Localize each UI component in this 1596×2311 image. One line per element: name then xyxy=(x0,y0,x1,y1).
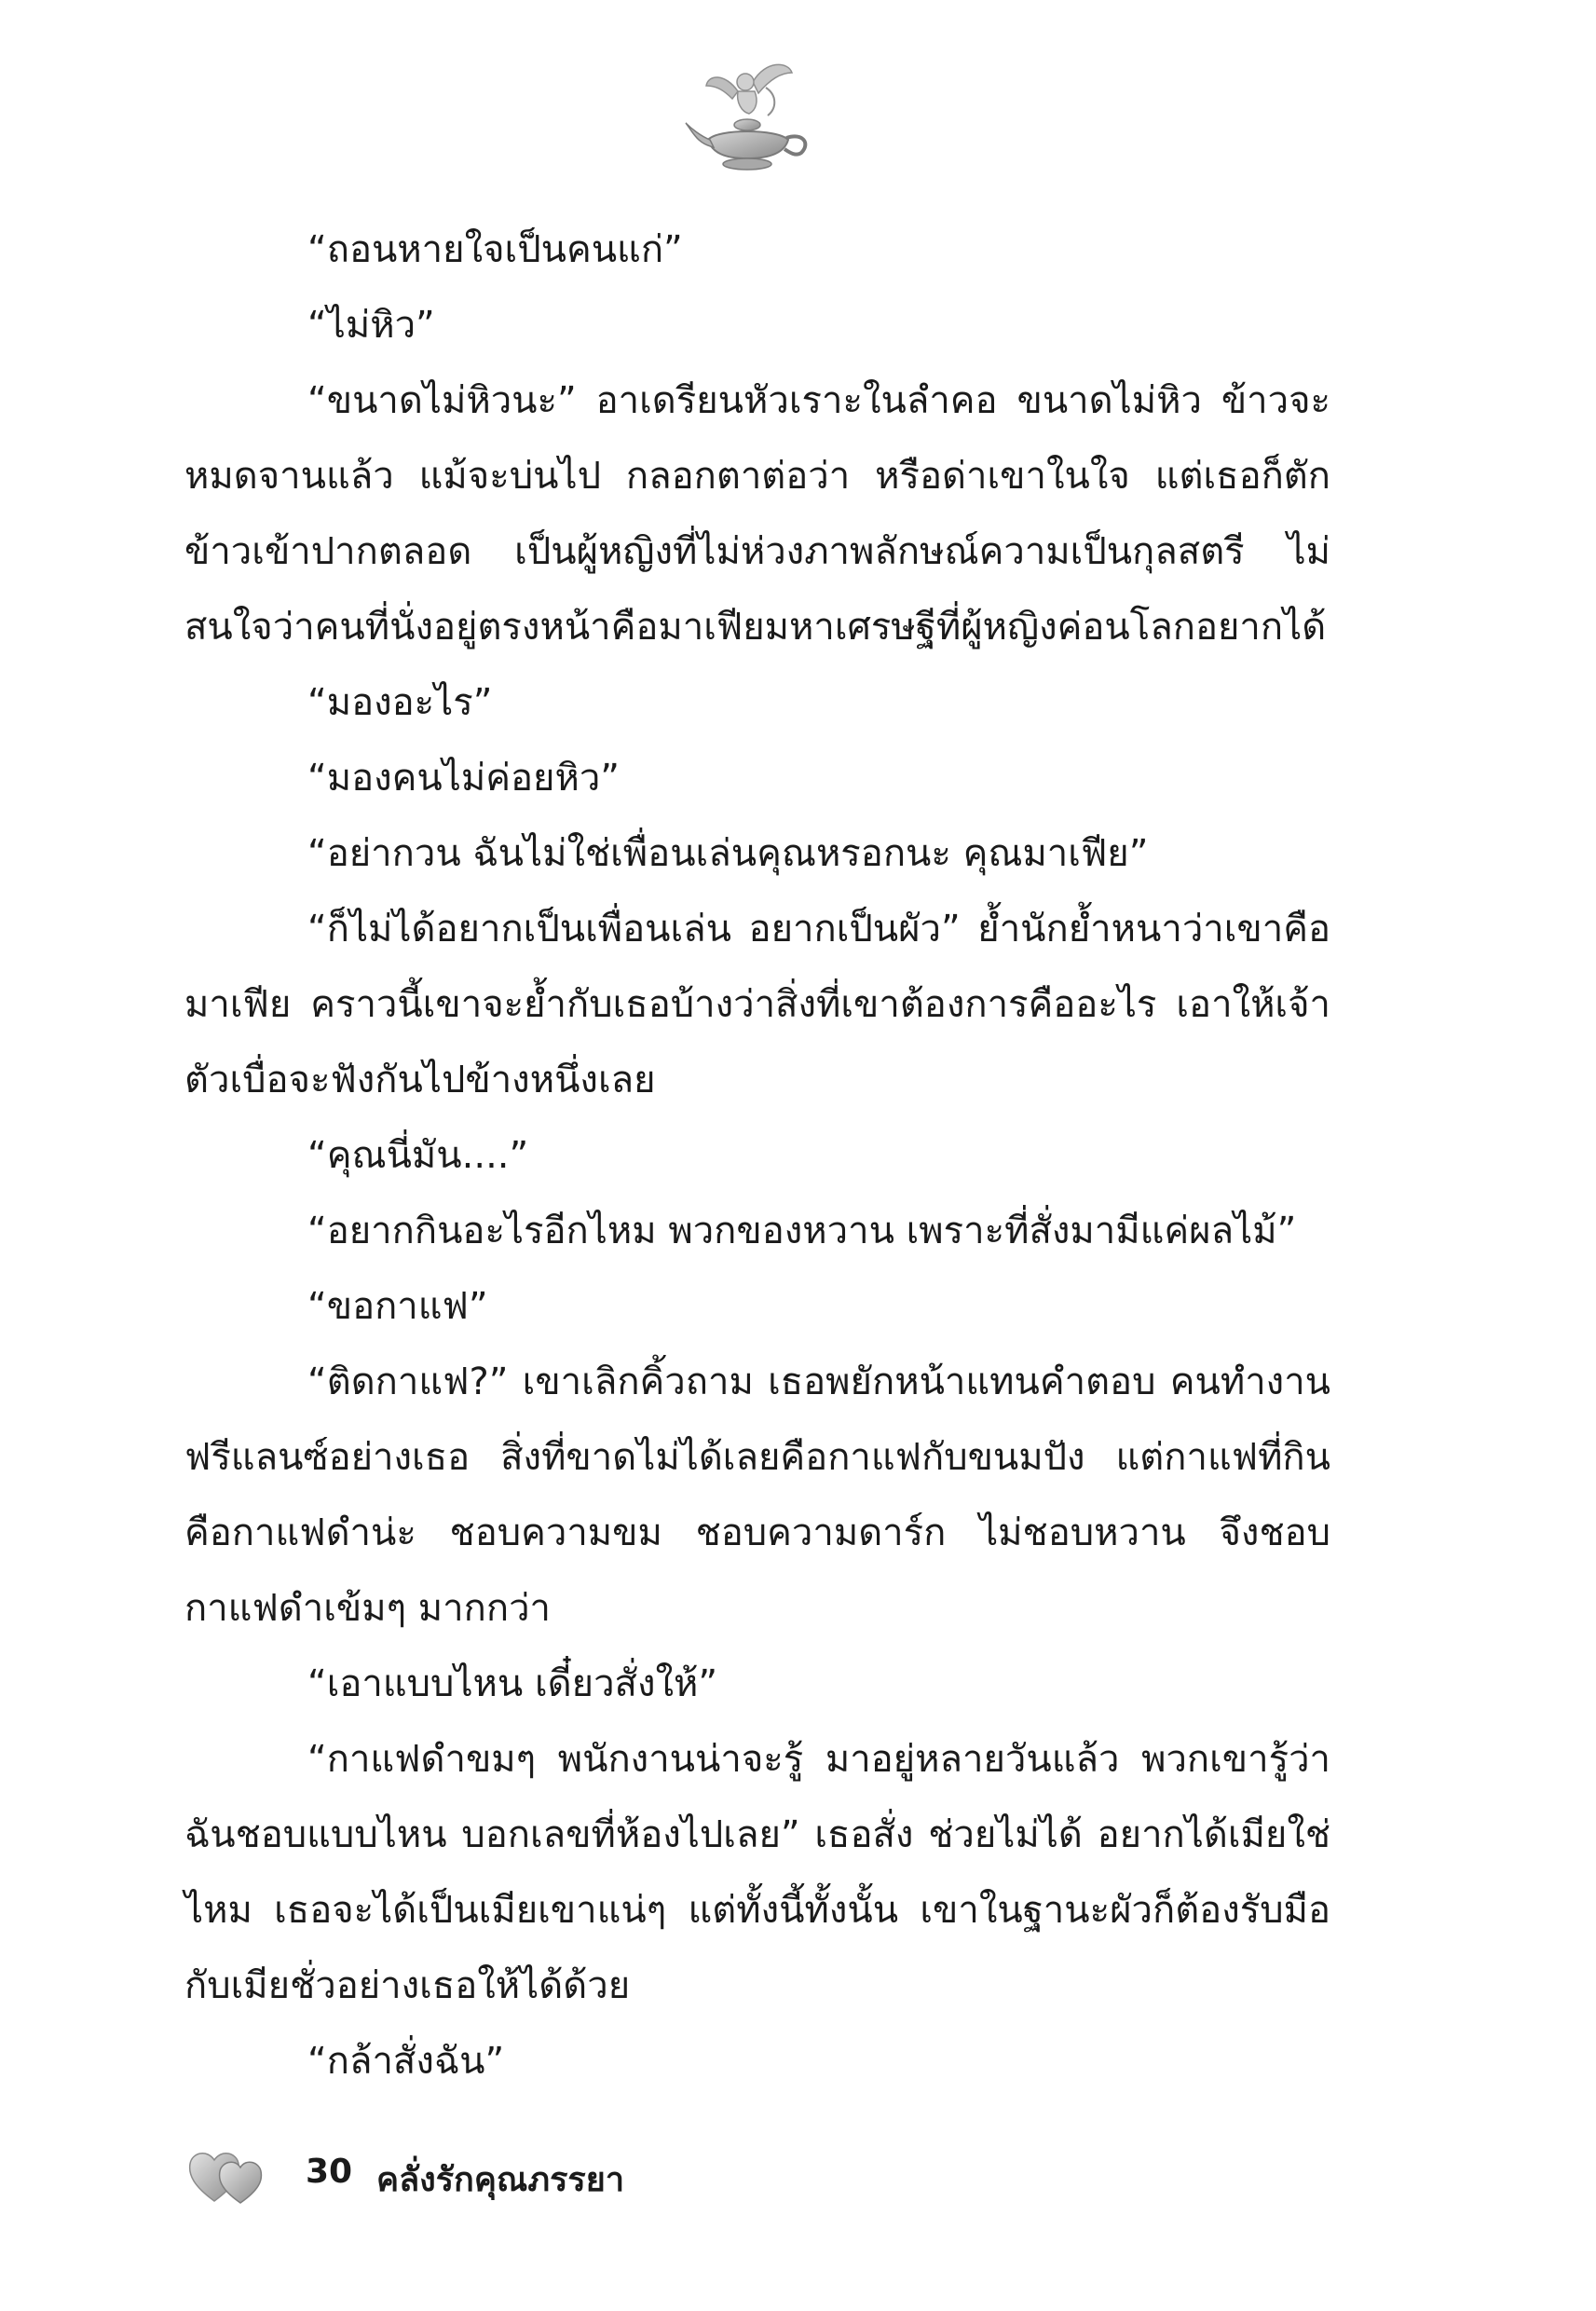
paragraph: “มองคนไม่ค่อยหิว” xyxy=(307,757,620,800)
book-title: คลั่งรักคุณภรรยา xyxy=(376,2161,625,2199)
paragraph: “กาแฟดำขมๆ พนักงานน่าจะรู้ มาอยู่หลายวันแล้ว พวกเขารู้ว่าฉันชอบแบบไหน บอกเลขที่ห้องไปเลย” เธอสั่ง ช่วยไม่ได้ อยากได้เมียใช่ไหม เธอจะได้เป็นเมียเขาแน่ๆ แต่ทั้งนี้ทั้งนั้น เขาในฐานะผัวก็ต้องรับมือกับเมียชั่วอย่างเธอให้ได้ด้วย xyxy=(184,1738,1330,2007)
paragraph: “ถอนหายใจเป็นคนแก่” xyxy=(307,228,683,271)
paragraph: “คุณนี่มัน....” xyxy=(307,1134,529,1177)
paragraph: “ก็ไม่ได้อยากเป็นเพื่อนเล่น อยากเป็นผัว” ย้ำนักย้ำหนาว่าเขาคือมาเฟีย คราวนี้เขาจะย้ำกับเธอบ้างว่าสิ่งที่เขาต้องการคืออะไร เอาให้เจ้าตัวเบื่อจะฟังกันไปข้างหนึ่งเลย xyxy=(184,908,1330,1101)
page-footer xyxy=(186,2143,1025,2208)
paragraph: “อยากกินอะไรอีกไหม พวกของหวาน เพราะที่สั่งมามีแค่ผลไม้” xyxy=(307,1210,1297,1252)
paragraph: “เอาแบบไหน เดี๋ยวสั่งให้” xyxy=(307,1662,718,1705)
page-number: 30 xyxy=(306,2153,353,2191)
paragraph: “ขนาดไม่หิวนะ” อาเดรียนหัวเราะในลำคอ ขนาดไม่หิว ข้าวจะหมดจานแล้ว แม้จะบ่นไป กลอกตาต่อว่า หรือด่าเขาในใจ แต่เธอก็ตักข้าวเข้าปากตลอด เป็นผู้หญิงที่ไม่ห่วงภาพลักษณ์ความเป็นกุลสตรี ไม่สนใจว่าคนที่นั่งอยู่ตรงหน้าคือมาเฟียมหาเศรษฐีที่ผู้หญิงค่อนโลกอยากได้ xyxy=(184,379,1330,649)
paragraph: “ไม่หิว” xyxy=(307,304,435,347)
paragraph: “อย่ากวน ฉันไม่ใช่เพื่อนเล่นคุณหรอกนะ คุณมาเฟีย” xyxy=(307,832,1149,875)
paragraph: “ติดกาแฟ?” เขาเลิกคิ้วถาม เธอพยักหน้าแทนคำตอบ คนทำงานฟรีแลนซ์อย่างเธอ สิ่งที่ขาดไม่ได้เลยคือกาแฟกับขนมปัง แต่กาแฟที่กินคือกาแฟดำน่ะ ชอบความขม ชอบความดาร์ก ไม่ชอบหวาน จึงชอบกาแฟดำเข้มๆ มากกว่า xyxy=(184,1361,1330,1630)
body-text xyxy=(184,212,1330,2099)
genie-lamp-cupid-ornament-icon xyxy=(680,54,820,175)
double-heart-icon xyxy=(186,2143,270,2207)
paragraph: “ขอกาแฟ” xyxy=(307,1285,488,1328)
paragraph: “กล้าสั่งฉัน” xyxy=(307,2040,505,2083)
paragraph: “มองอะไร” xyxy=(307,681,493,724)
